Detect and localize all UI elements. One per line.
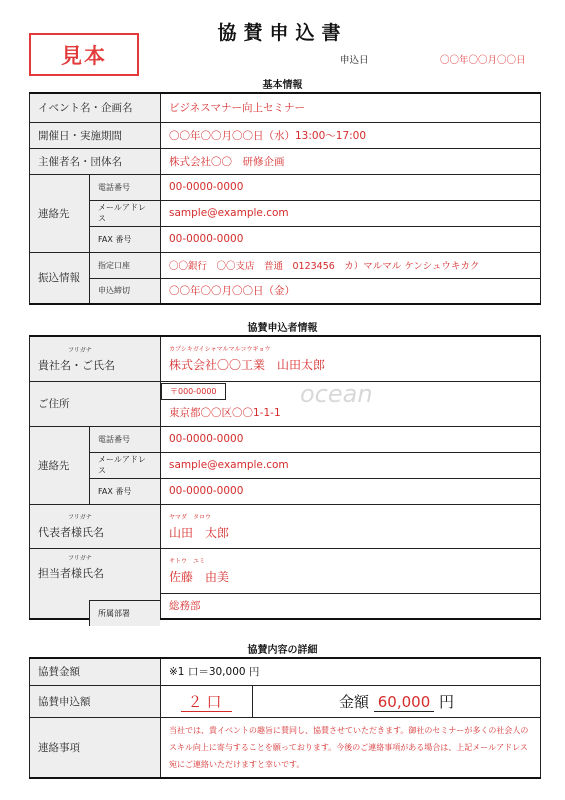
deadline-value: 〇〇年〇〇月〇〇日（金） [161,278,541,304]
applicant-phone-label: 電話番号 [90,426,161,452]
total-value: 60,000 [374,693,435,712]
event-label: イベント名・企画名 [30,93,161,122]
applicant-fax-label: FAX 番号 [90,478,161,504]
company-value: 株式会社〇〇工業 山田太郎 [169,358,326,373]
dept-label: 所属部署 [89,600,160,626]
application-date-row [340,52,535,66]
zip-value: 〒000-0000 [161,383,226,400]
sponsorship-heading: 協賛内容の詳細 [247,645,318,656]
total-prefix: 金額 [338,692,369,711]
basic-info-table [29,92,541,305]
applicant-email-label: メールアドレス [90,452,161,478]
phone-value: 00-0000-0000 [161,174,541,200]
notes-label: 連絡事項 [30,717,161,778]
company-furigana: カブシキガイシャマルマルコウギョウ [169,346,271,354]
email-label: メールアドレス [90,200,161,226]
amount-value: ※1 口＝30,000 円 [161,658,541,685]
transfer-label: 振込情報 [30,252,90,304]
period-label: 開催日・実施期間 [30,122,161,148]
application-date-label: 申込日 [340,55,369,66]
person-value-cell [161,548,541,593]
rep-furigana-label: フリガナ [68,514,92,521]
account-label: 指定口座 [90,252,161,278]
phone-label: 電話番号 [90,174,161,200]
account-value: 〇〇銀行 〇〇支店 普通 0123456 カ）マルマル ケンシュウキカク [161,252,541,278]
applicant-fax-value: 00-0000-0000 [161,478,541,504]
company-label: 貴社名・ご氏名 [38,358,115,372]
applicant-phone-value: 00-0000-0000 [161,426,541,452]
units-value: ２口 [181,693,231,712]
person-value: 佐藤 由美 [169,570,230,584]
fax-value: 00-0000-0000 [161,226,541,252]
applicant-contact-label: 連絡先 [30,426,90,504]
deadline-label: 申込締切 [90,278,161,304]
person-furigana-label: フリガナ [68,554,92,562]
dept-value: 総務部 [161,593,541,619]
applicant-info-heading: 協賛申込者情報 [247,323,318,334]
units-label: 協賛申込額 [30,685,161,717]
person-furigana: サトウ ユミ [169,558,206,565]
company-label-cell [30,336,161,381]
document-title: 協賛申込書 [217,22,348,44]
rep-value: 山田 太郎 [169,525,230,540]
period-value: 〇〇年〇〇月〇〇日（水）13:00～17:00 [161,122,541,148]
sponsorship-table [29,657,541,779]
applicant-info-table [29,335,541,620]
basic-info-heading: 基本情報 [262,80,303,91]
contact-label: 連絡先 [30,174,90,252]
rep-furigana: ヤマダ タロウ [169,513,212,521]
notes-value: 当社では、貴イベントの趣旨に賛同し、協賛させていただきます。御社のセミナーが多くの社会人のスキル向上に寄与することを願っております。今後のご連絡事項がある場合は、上記メールアドレス宛にご連絡いただけますと幸いです。 [161,717,541,778]
event-value: ビジネスマナー向上セミナー [161,93,541,122]
rep-label-cell [30,504,161,548]
company-value-cell [161,336,541,381]
applicant-email-value: sample@example.com [161,452,541,478]
watermark: ocean [300,380,373,408]
application-date-value: 〇〇年〇〇月〇〇日 [440,55,526,66]
organizer-label: 主催者名・団体名 [30,148,161,174]
address-label: ご住所 [30,381,161,426]
organizer-value: 株式会社〇〇 研修企画 [161,148,541,174]
sample-stamp: 見本 [29,33,139,76]
person-label: 担当者様氏名 [38,566,104,580]
fax-label: FAX 番号 [90,226,161,252]
rep-value-cell [161,504,541,548]
company-furigana-label: フリガナ [68,346,92,354]
total-suffix: 円 [439,692,455,711]
amount-label: 協賛金額 [30,658,161,685]
total-cell [253,685,541,717]
units-value-cell [161,685,253,717]
rep-label: 代表者様氏名 [38,526,104,539]
email-value: sample@example.com [161,200,541,226]
address-value: 東京都〇〇区〇〇1-1-1 [169,407,281,419]
